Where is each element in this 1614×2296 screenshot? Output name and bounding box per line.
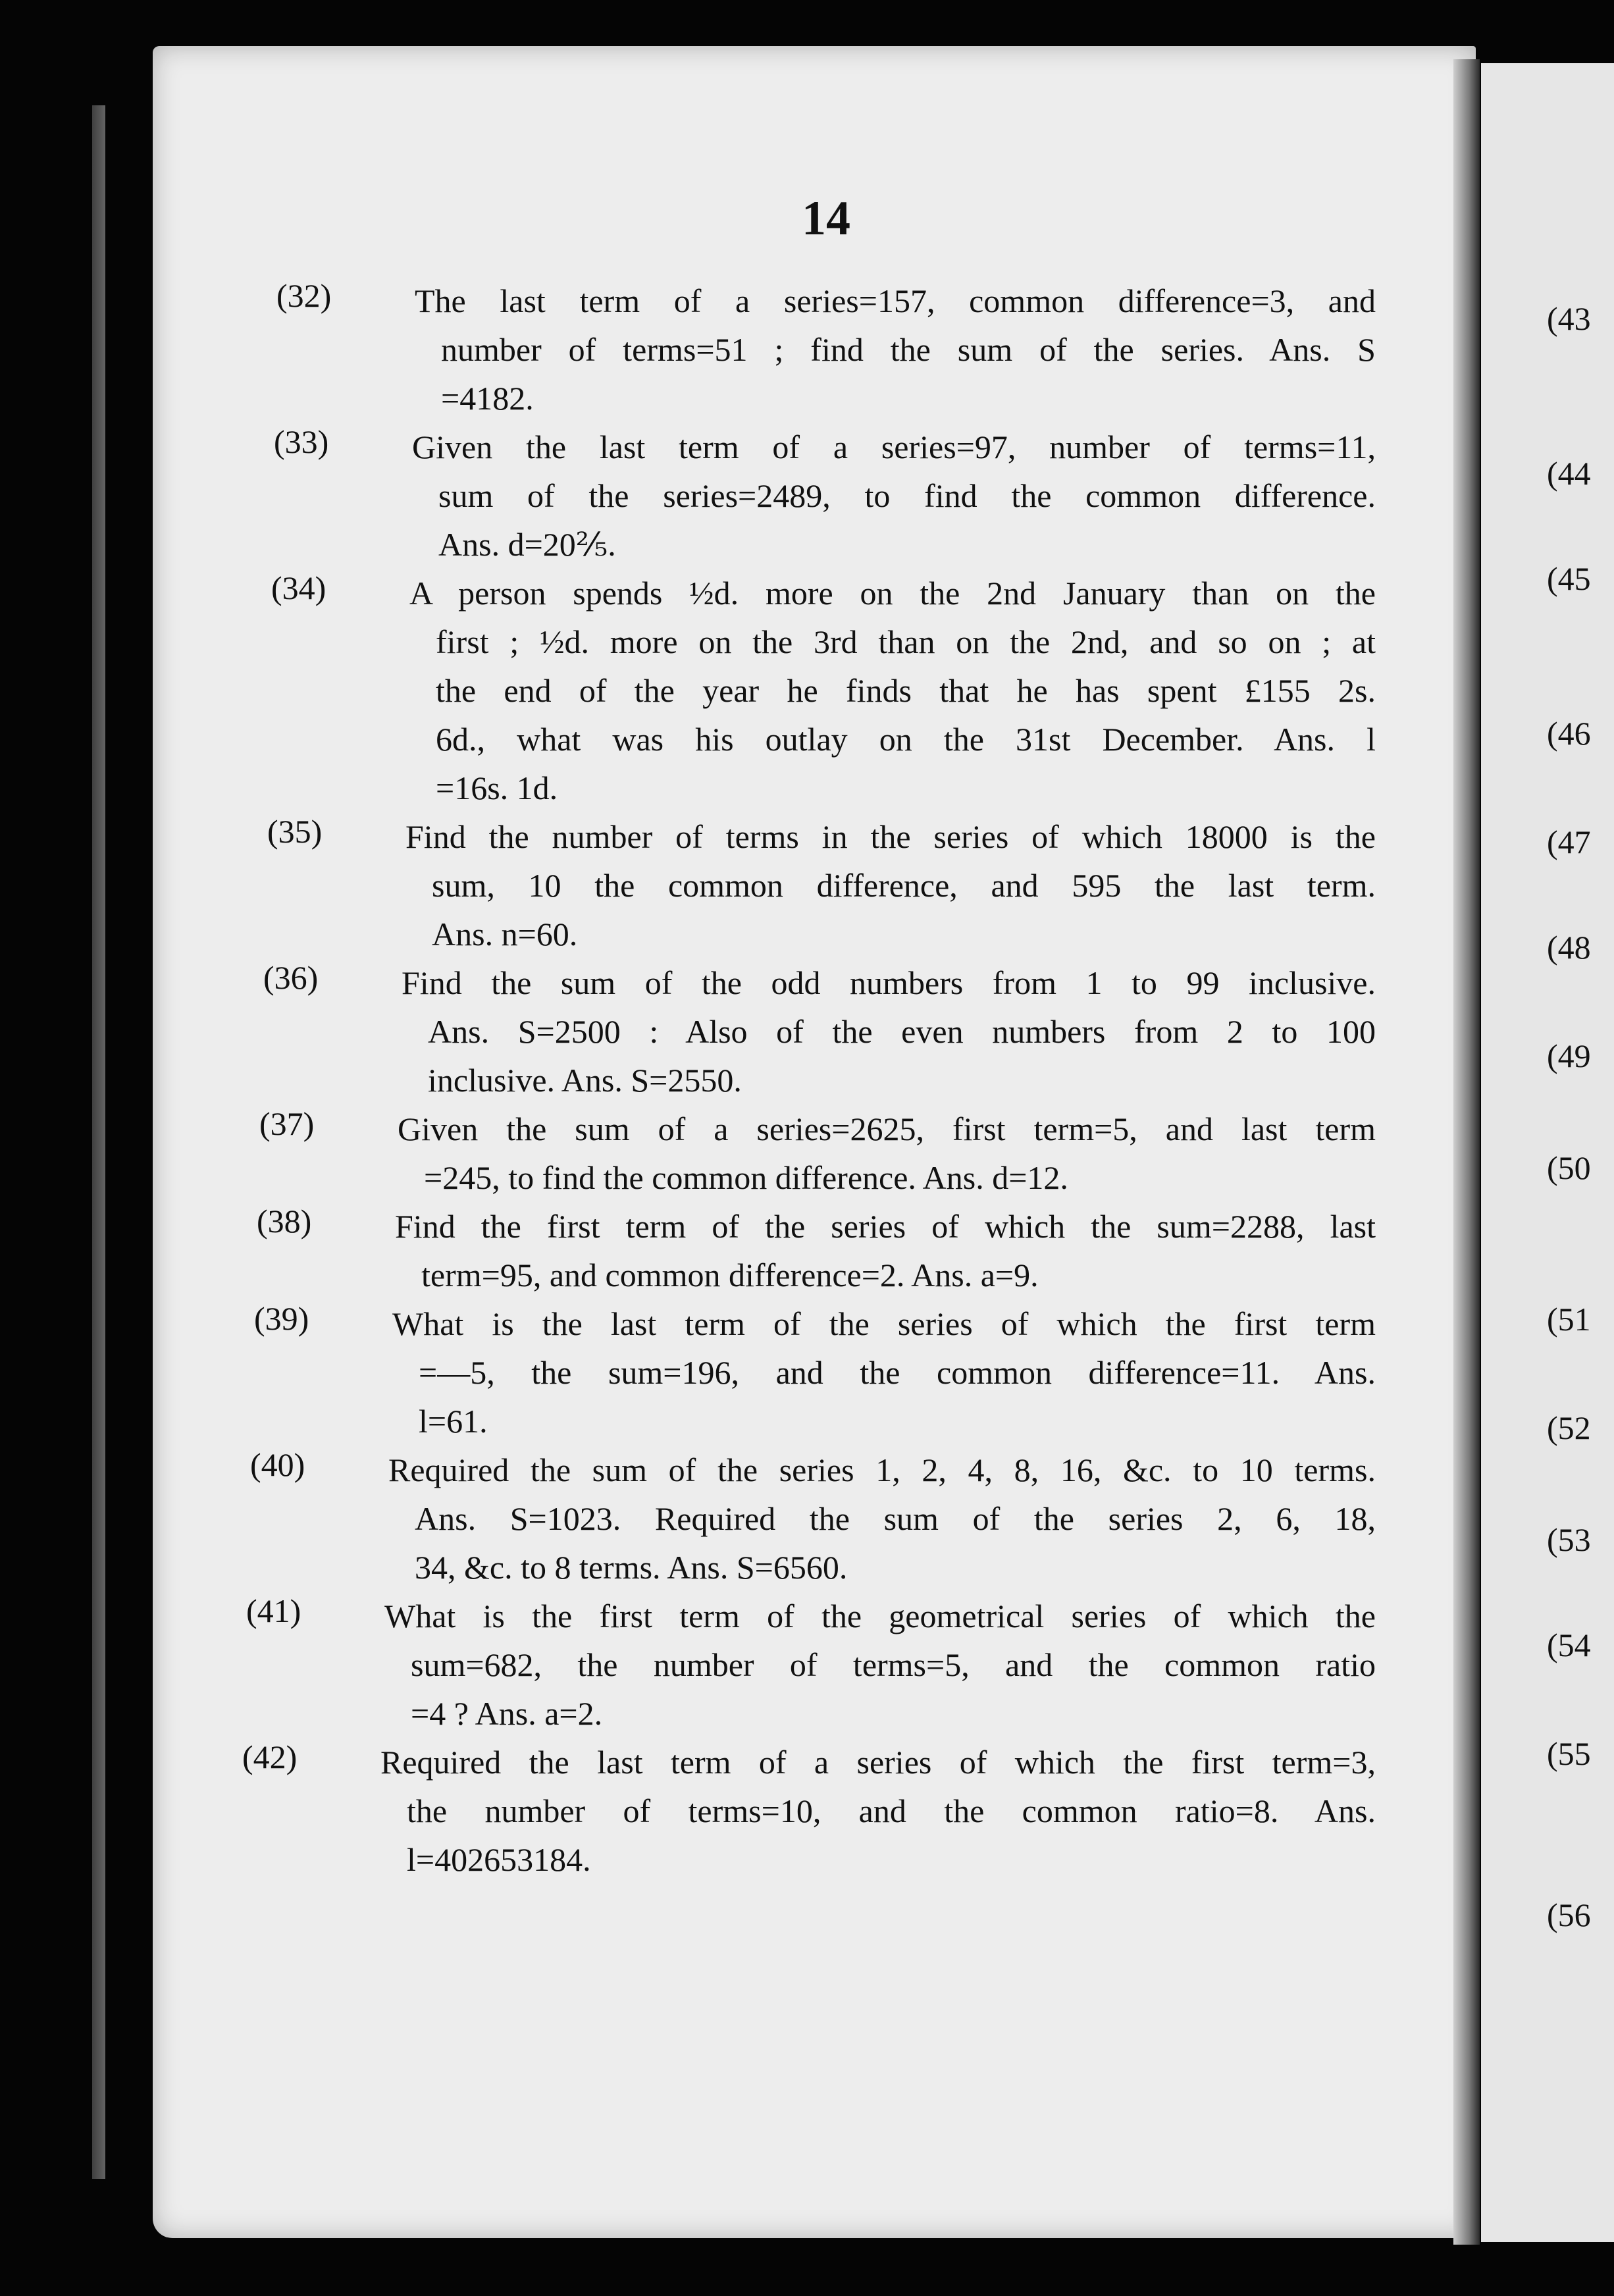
problem-line: =16s. 1d.: [436, 770, 558, 806]
problem-line: What is the first term of the geometrical series of which the: [384, 1598, 1376, 1634]
problem-line: =4 ? Ans. a=2.: [411, 1695, 603, 1732]
facing-problem-number: (49: [1547, 1037, 1591, 1074]
problem-line: Find the sum of the odd numbers from 1 to 99 inclusive.: [402, 964, 1376, 1001]
facing-problem-number: (56: [1547, 1896, 1591, 1933]
problem-line: sum, 10 the common difference, and 595 the last term.: [432, 867, 1376, 904]
problem-number: (35): [267, 813, 323, 850]
problem-line: the end of the year he finds that he has spent £155 2s.: [436, 672, 1376, 709]
problem-line: =245, to find the common difference. Ans. d=12.: [424, 1159, 1068, 1196]
problem-line: Required the last term of a series of which the first term=3,: [380, 1744, 1376, 1781]
problem-number: (41): [246, 1592, 301, 1629]
facing-problem-number: (50: [1547, 1149, 1591, 1186]
problem-line: Ans. S=1023. Required the sum of the series 2, 6, 18,: [415, 1500, 1376, 1537]
problem: [276, 276, 1376, 423]
problem-line: =—5, the sum=196, and the common difference=11. Ans.: [419, 1354, 1376, 1391]
problem-line: Ans. S=2500 : Also of the even numbers from 2 to 100: [428, 1013, 1376, 1050]
problem-line: Required the sum of the series 1, 2, 4, 8, 16, &c. to 10 terms.: [388, 1451, 1376, 1488]
problem-line: Given the last term of a series=97, number of terms=11,: [412, 429, 1376, 465]
problem-line: Find the number of terms in the series of which 18000 is the: [405, 818, 1376, 855]
problem-number: (33): [274, 423, 329, 460]
problem-line: term=95, and common difference=2. Ans. a=9.: [421, 1257, 1039, 1293]
facing-problem-number: (44: [1547, 455, 1591, 492]
problem: [259, 1105, 1376, 1202]
problem: [254, 1299, 1376, 1446]
problem: [257, 1202, 1376, 1299]
facing-problem-number: (48: [1547, 929, 1591, 966]
problem-line: number of terms=51 ; find the sum of the series. Ans. S: [441, 331, 1376, 368]
problem-line: Ans. n=60.: [432, 916, 578, 952]
problem: [246, 1592, 1376, 1738]
problem-number: (34): [271, 569, 326, 606]
facing-problem-number: (55: [1547, 1735, 1591, 1772]
problem-line: sum=682, the number of terms=5, and the common ratio: [411, 1646, 1376, 1683]
problem-line: first ; ½d. more on the 3rd than on the 2nd, and so on ; at: [436, 623, 1376, 660]
problem: [242, 1738, 1376, 1884]
problem: [263, 958, 1376, 1105]
problem-number: (42): [242, 1738, 298, 1775]
problem: [250, 1446, 1376, 1592]
problem-line: Given the sum of a series=2625, first term=5, and last term: [398, 1110, 1376, 1147]
problem-line: the number of terms=10, and the common ratio=8. Ans.: [407, 1792, 1376, 1829]
problem-number: (36): [263, 959, 319, 996]
problem-list: [242, 276, 1376, 1884]
problem: [267, 812, 1376, 958]
facing-problem-number: (46: [1547, 715, 1591, 752]
facing-problem-number: (54: [1547, 1627, 1591, 1663]
problem-line: A person spends ½d. more on the 2nd January than on the: [409, 575, 1376, 612]
facing-problem-number: (43: [1547, 300, 1591, 337]
page-number: 14: [802, 192, 850, 246]
problem: [274, 423, 1376, 569]
facing-problem-number: (51: [1547, 1301, 1591, 1338]
book-edge: [92, 105, 105, 2179]
problem-number: (40): [250, 1446, 305, 1483]
problem: [271, 569, 1376, 812]
facing-problem-number: (45: [1547, 560, 1591, 597]
problem-line: What is the last term of the series of which the first term: [392, 1305, 1376, 1342]
problem-line: =4182.: [441, 380, 534, 417]
page-gutter: [1453, 59, 1480, 2245]
problem-number: (32): [276, 277, 332, 314]
problem-line: l=402653184.: [407, 1841, 591, 1878]
problem-number: (39): [254, 1300, 309, 1337]
problem-line: 34, &c. to 8 terms. Ans. S=6560.: [415, 1549, 848, 1586]
problem-line: Find the first term of the series of which the sum=2288, last: [395, 1208, 1376, 1245]
problem-line: The last term of a series=157, common difference=3, and: [415, 282, 1376, 319]
facing-problem-number: (53: [1547, 1521, 1591, 1558]
problem-line: l=61.: [419, 1403, 488, 1440]
problem-line: Ans. d=20⅖.: [438, 526, 616, 563]
problem-line: sum of the series=2489, to find the common difference.: [438, 477, 1376, 514]
facing-page-margin-numbers: [1547, 0, 1614, 2296]
problem-line: 6d., what was his outlay on the 31st December. Ans. l: [436, 721, 1376, 758]
facing-problem-number: (52: [1547, 1409, 1591, 1446]
facing-problem-number: (47: [1547, 823, 1591, 860]
problem-number: (38): [257, 1203, 312, 1239]
problem-line: inclusive. Ans. S=2550.: [428, 1062, 742, 1099]
problem-number: (37): [259, 1105, 315, 1142]
